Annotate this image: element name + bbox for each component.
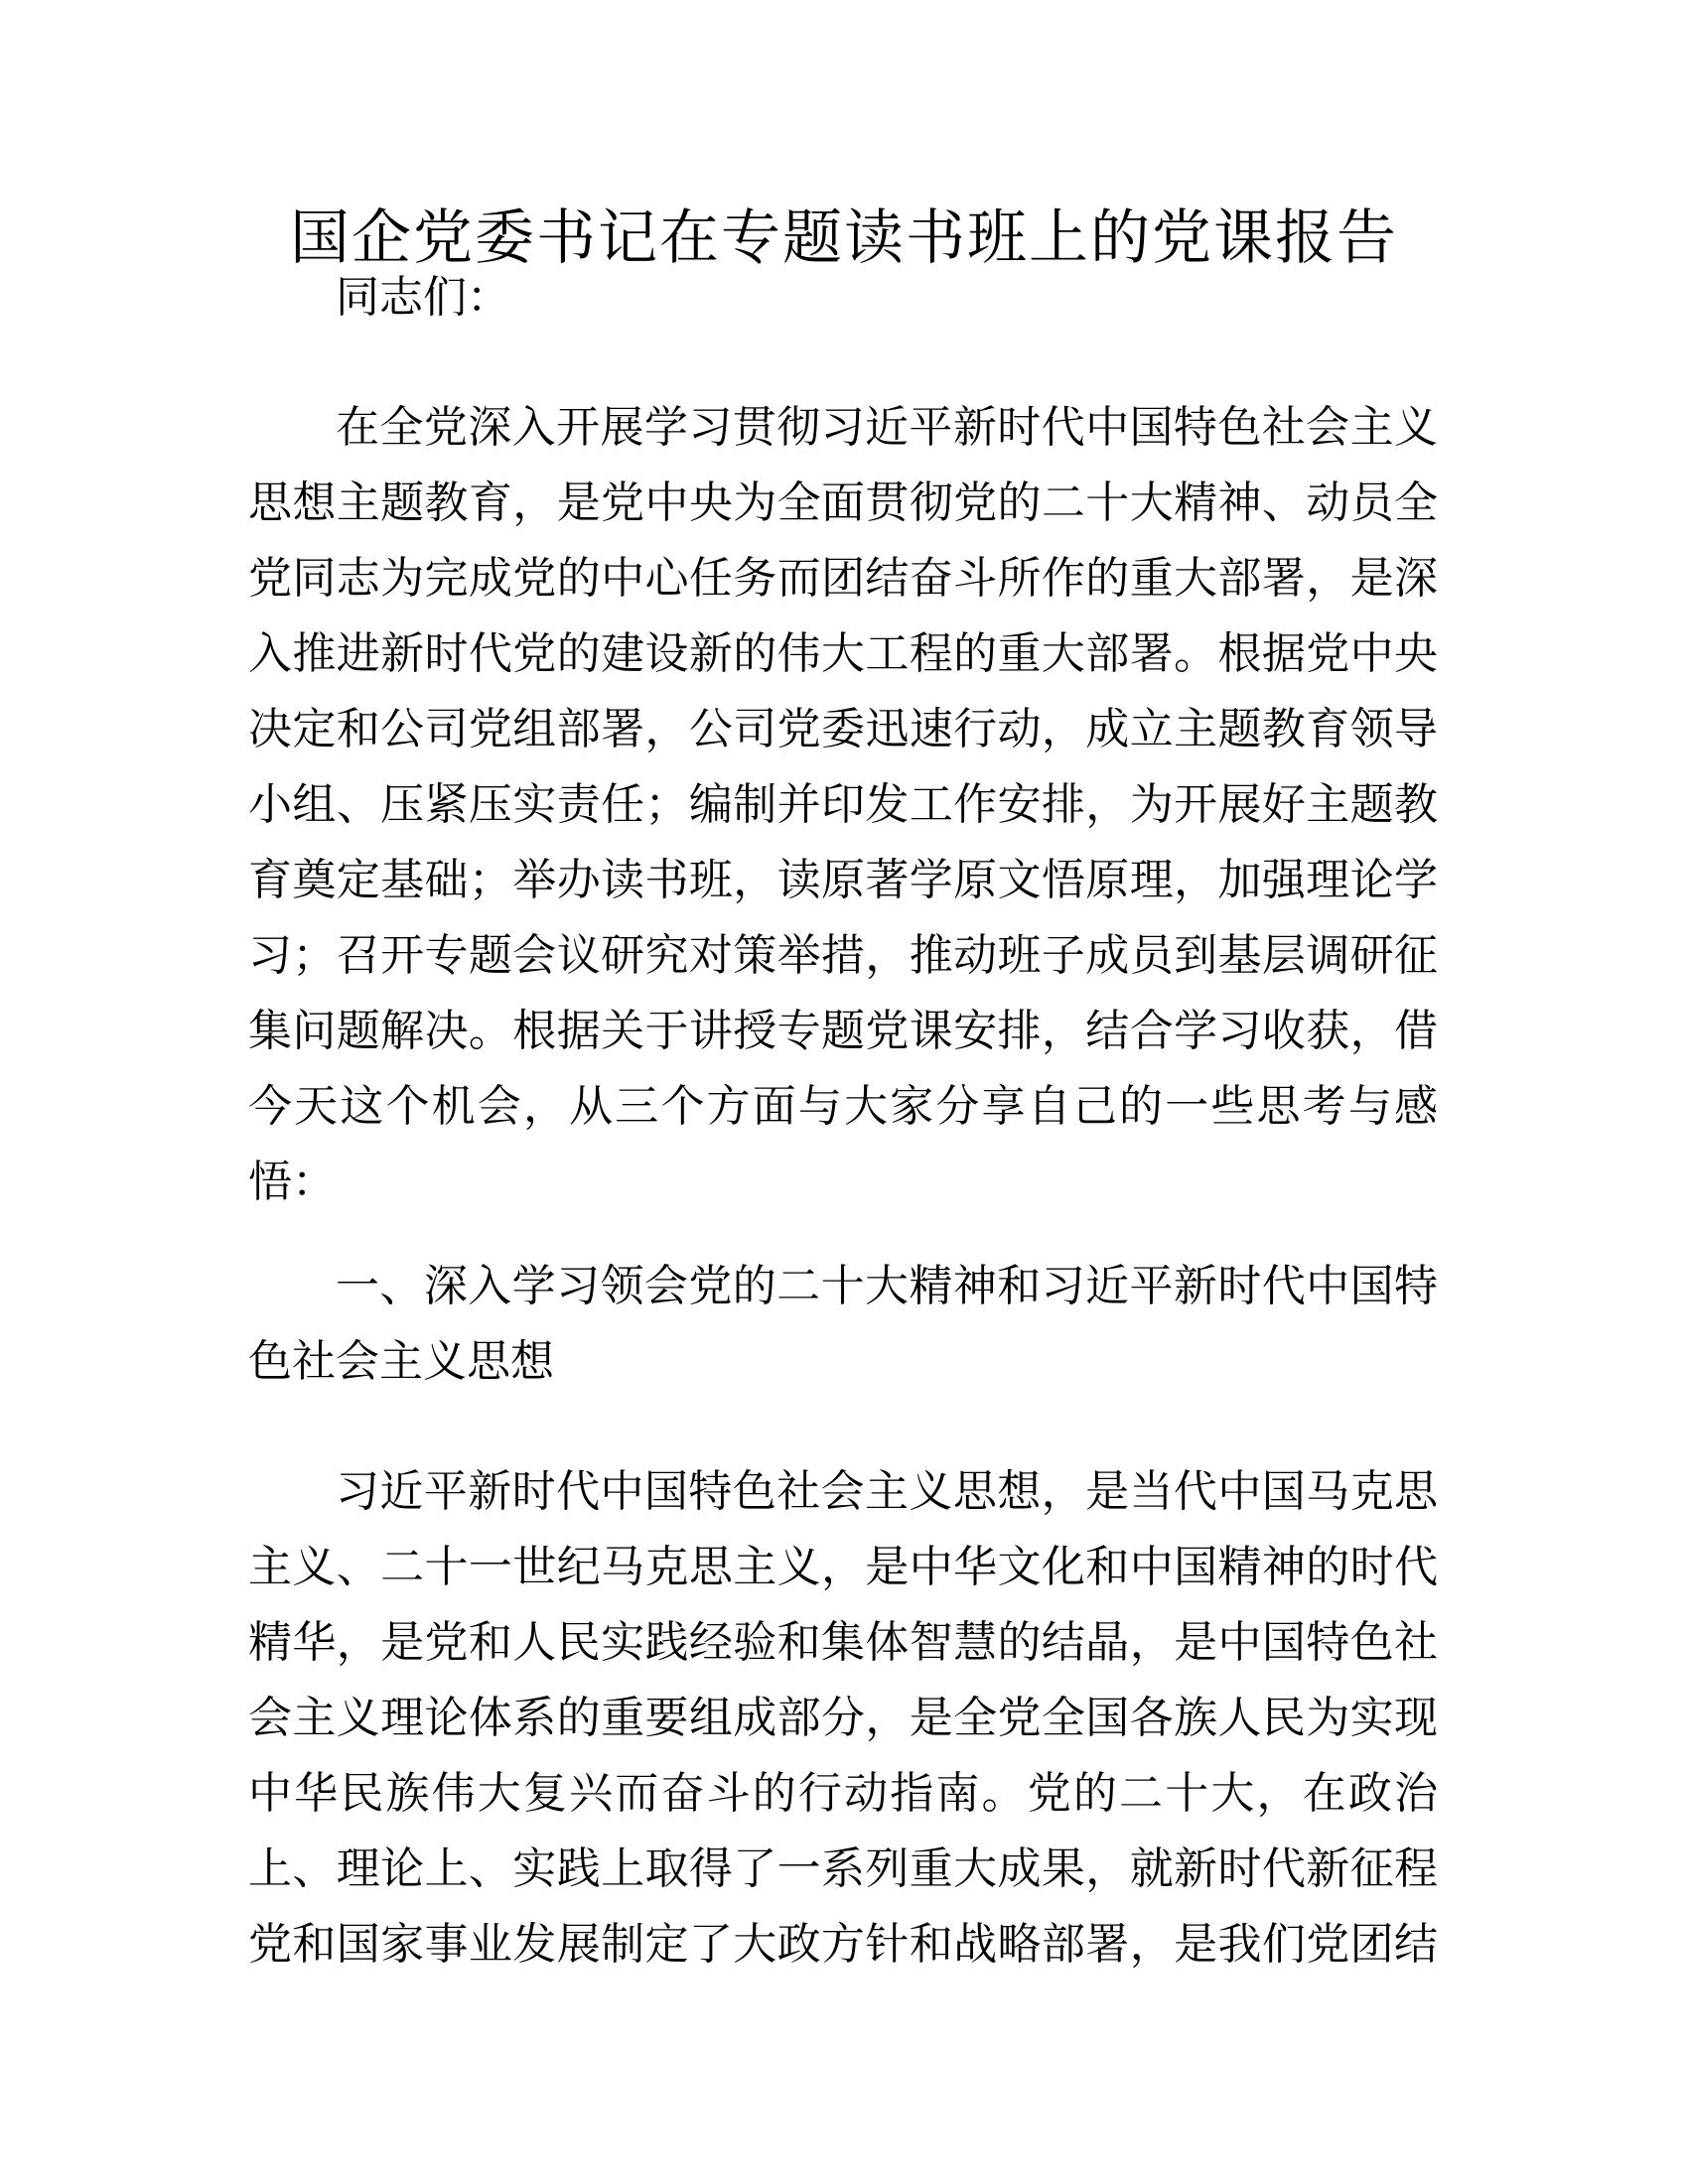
section-heading-line: 色社会主义思想: [248, 1336, 554, 1387]
paragraph-1-line: 小组、压紧压实责任；编制并印发工作安排，为开展好主题教: [248, 779, 1438, 830]
paragraph-1-line: 入推进新时代党的建设新的伟大工程的重大部署。根据党中央: [248, 628, 1438, 679]
salutation: 同志们：: [336, 272, 510, 323]
paragraph-2-line: 党和国家事业发展制定了大政方针和战略部署，是我们党团结: [248, 1919, 1438, 1970]
section-heading-line: 一、深入学习领会党的二十大精神和习近平新时代中国特: [336, 1261, 1438, 1311]
document-title: 国企党委书记在专题读书班上的党课报告: [290, 204, 1398, 273]
paragraph-1-line: 决定和公司党组部署，公司党委迅速行动，成立主题教育领导: [248, 704, 1438, 754]
paragraph-1-line: 习；召开专题会议研究对策举措，推动班子成员到基层调研征: [248, 930, 1438, 981]
paragraph-1-line: 育奠定基础；举办读书班，读原著学原文悟原理，加强理论学: [248, 855, 1438, 905]
paragraph-2-line: 主义、二十一世纪马克思主义，是中华文化和中国精神的时代: [248, 1542, 1438, 1592]
paragraph-2-line: 精华，是党和人民实践经验和集体智慧的结晶，是中国特色社: [248, 1617, 1438, 1668]
paragraph-1-line: 今天这个机会，从三个方面与大家分享自己的一些思考与感: [248, 1081, 1438, 1132]
paragraph-2-line: 上、理论上、实践上取得了一系列重大成果，就新时代新征程: [248, 1843, 1438, 1894]
paragraph-2-line: 习近平新时代中国特色社会主义思想，是当代中国马克思: [336, 1466, 1438, 1517]
paragraph-1-line: 党同志为完成党的中心任务而团结奋斗所作的重大部署，是深: [248, 553, 1438, 604]
paragraph-1-line: 在全党深入开展学习贯彻习近平新时代中国特色社会主义: [336, 402, 1438, 453]
paragraph-1-line: 思想主题教育，是党中央为全面贯彻党的二十大精神、动员全: [248, 478, 1438, 528]
paragraph-1-line: 悟：: [248, 1157, 336, 1207]
paragraph-1-line: 集问题解决。根据关于讲授专题党课安排，结合学习收获，借: [248, 1006, 1438, 1056]
paragraph-2-line: 会主义理论体系的重要组成部分，是全党全国各族人民为实现: [248, 1693, 1438, 1743]
paragraph-2-line: 中华民族伟大复兴而奋斗的行动指南。党的二十大，在政治: [248, 1768, 1438, 1819]
